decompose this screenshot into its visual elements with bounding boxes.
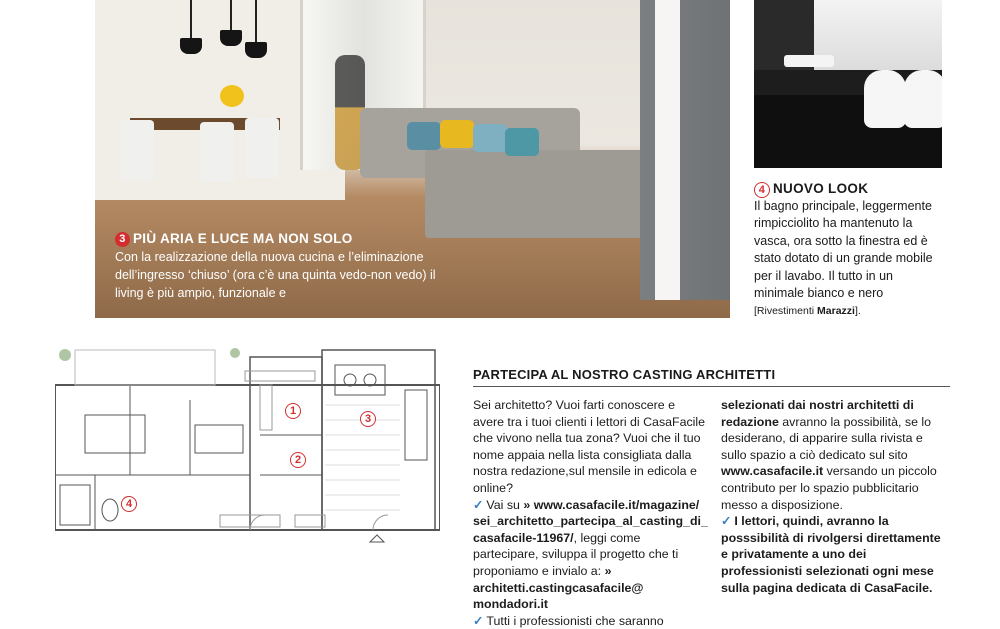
pendant-lamp-shade [245, 42, 267, 58]
floor-plan [55, 345, 440, 545]
casting-email[interactable]: » architetti.castingcasafacile@ mondadori.it [473, 563, 644, 612]
flower-vase [220, 85, 244, 107]
floor-plan-drawing [55, 345, 440, 545]
dining-chair [200, 122, 234, 182]
casting-step-2 [473, 613, 708, 629]
bath-sink [784, 55, 834, 67]
casting-column-1 [473, 397, 708, 629]
step-2-bold: selezionati dai nostri architetti di redazione [721, 398, 914, 429]
floor-plan-label-3: 3 [360, 411, 376, 427]
credit-prefix: [Rivestimenti [754, 305, 815, 318]
caption-3 [115, 230, 460, 302]
step-2-body-end: versando un piccolo contributo per lo spazio pubblicitario messo a disposizione. [721, 464, 937, 512]
cushion [473, 124, 507, 152]
step-1-prefix: Vai su [486, 497, 520, 512]
step-2-text: Tutti i professionisti che saranno [486, 613, 664, 628]
pendant-lamp-shade [180, 38, 202, 54]
caption-4-title-text: NUOVO LOOK [773, 181, 869, 196]
pendant-lamp [230, 0, 232, 30]
caption-4-number: 4 [754, 182, 770, 198]
cushion [505, 128, 539, 156]
bath-bidet [904, 70, 942, 128]
caption-4 [754, 180, 944, 321]
dining-chair [120, 120, 154, 180]
caption-3-title [115, 230, 460, 248]
credit-suffix: ]. [854, 305, 861, 318]
casting-intro: Sei architetto? Vuoi farti conoscere e avere tra i tuoi clienti i lettori di CasaFacile che vivono nella tua zona? Vuoi che il tuo nome appaia nella lista consigliata dalla nostra redazione,sul mensile in edicola e online? [473, 398, 706, 495]
caption-4-title [754, 180, 944, 198]
check-icon: ✓ [721, 514, 732, 529]
cushion [440, 120, 474, 148]
caption-4-body [754, 198, 944, 321]
credit-brand: Marazzi [817, 305, 855, 318]
floor-plan-label-4: 4 [121, 496, 137, 512]
casting-title: PARTECIPA AL NOSTRO CASTING ARCHITETTI [473, 367, 950, 387]
caption-4-body-text: Il bagno principale, leggermente rimpicciolito ha mantenuto la vasca, ora sotto la finestra ed è stato dotato di un grande mobile per il lavabo. Il tutto in un minimale bianco e nero [754, 199, 933, 301]
bath-toilet [864, 70, 906, 128]
floor-plan-label-1: 1 [285, 403, 301, 419]
pendant-lamp-shade [220, 30, 242, 46]
dining-chair [245, 118, 279, 178]
caption-3-title-text: PIÙ ARIA E LUCE MA NON SOLO [133, 231, 353, 246]
caption-3-body: Con la realizzazione della nuova cucina e l’eliminazione dell’ingresso ‘chiuso’ (ora c’è una quinta vedo-non vedo) il living è più ampio, funzionale e [115, 250, 436, 300]
floor-plan-label-2: 2 [290, 452, 306, 468]
cushion [407, 122, 441, 150]
pendant-lamp [190, 0, 192, 38]
sofa-chaise [425, 150, 645, 238]
credit [754, 305, 861, 317]
casting-step-2-cont [721, 397, 949, 513]
grey-partition [640, 0, 730, 300]
step-2-body: avranno la possibilità, se lo desiderano, di apparire sulla rivista e sullo spazio a ciò dedicato sul sito [721, 414, 932, 462]
casting-step-3 [721, 513, 949, 596]
step-1-text: , leggi come partecipare, sviluppa il progetto che ti proponiamo e invialo a: [473, 530, 679, 578]
check-icon: ✓ [473, 497, 484, 512]
pendant-lamp [255, 0, 257, 42]
step-3-text: I lettori, quindi, avranno la posssibilità di rivolgersi direttamente e privatamente a uno dei professionisti selezionati ogni mese sulla pagina dedicata di CasaFacile. [721, 514, 941, 595]
bathroom-photo [754, 0, 942, 168]
white-panel [655, 0, 680, 300]
casting-column-2 [721, 397, 949, 596]
check-icon: ✓ [473, 613, 484, 628]
caption-3-number: 3 [115, 232, 130, 247]
casting-link[interactable]: » www.casafacile.it/magazine/ sei_architetto_partecipa_al_casting_di_ casafacile-11967/ [473, 497, 708, 545]
casting-step-1 [473, 497, 708, 613]
casafacile-site[interactable]: www.casafacile.it [721, 464, 824, 479]
